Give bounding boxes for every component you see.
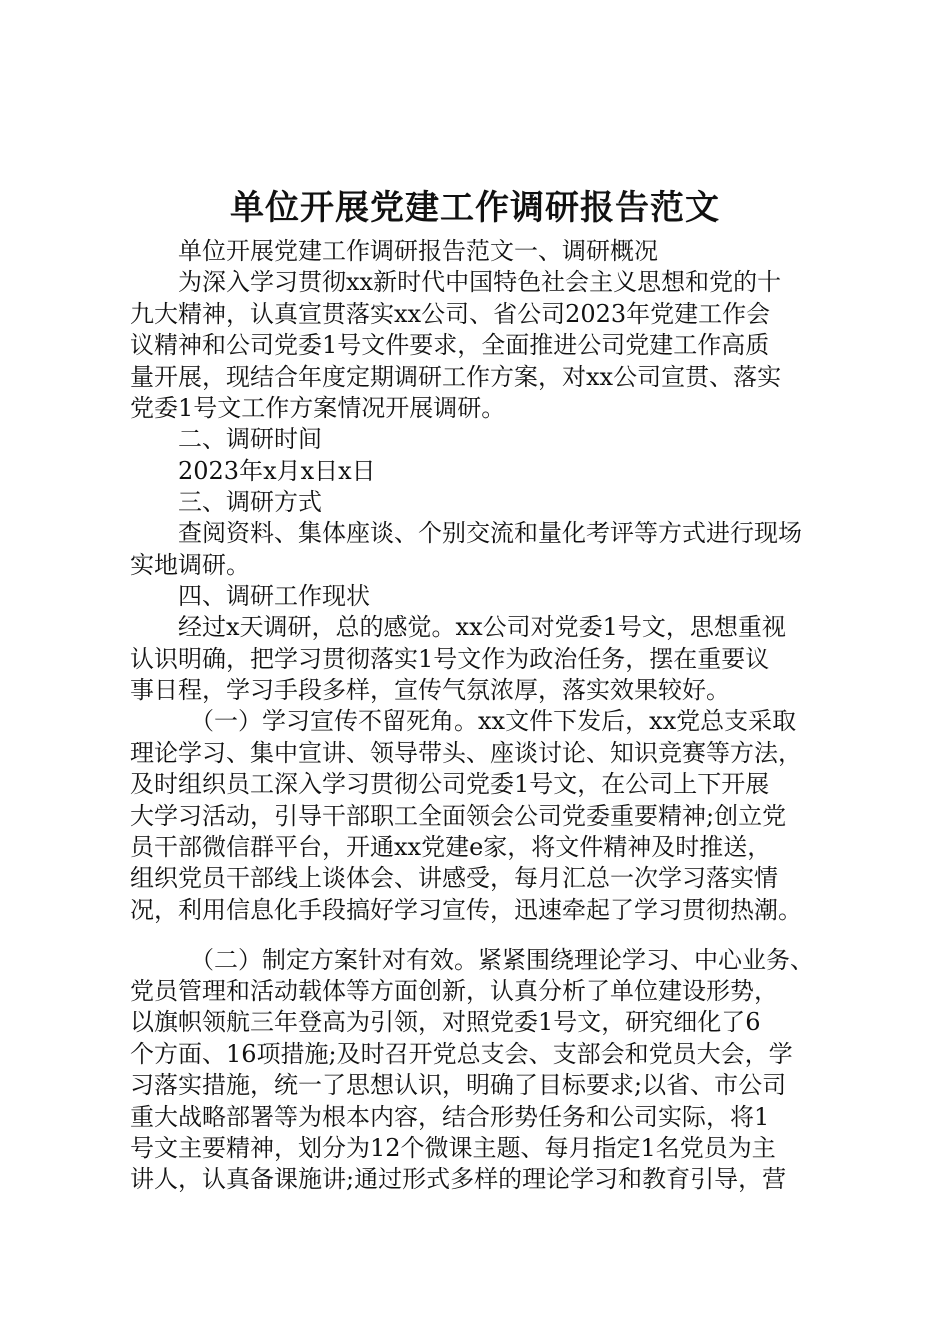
paragraph-line: 理论学习、集中宣讲、领导带头、座谈讨论、知识竞赛等方法， (130, 739, 802, 767)
paragraph-line: 量开展，现结合年度定期调研工作方案，对xx公司宣贯、落实 (130, 363, 782, 391)
paragraph-line: 九大精神，认真宣贯落实xx公司、省公司2023年党建工作会 (130, 300, 771, 328)
paragraph-line: 实地调研。 (130, 551, 250, 579)
paragraph-line: 议精神和公司党委1号文件要求，全面推进公司党建工作高质 (130, 331, 770, 359)
document-title: 单位开展党建工作调研报告范文 (230, 188, 720, 228)
paragraph-line: 重大战略部署等为根本内容，结合形势任务和公司实际，将1 (130, 1103, 770, 1131)
paragraph-line: 单位开展党建工作调研报告范文一、调研概况 (178, 237, 658, 265)
paragraph-line: 为深入学习贯彻xx新时代中国特色社会主义思想和党的十 (178, 268, 782, 296)
paragraph-line: 讲人，认真备课施讲;通过形式多样的理论学习和教育引导，营 (130, 1165, 787, 1193)
paragraph-line: 2023年x月x日x日 (178, 457, 376, 485)
paragraph-line: 认识明确，把学习贯彻落实1号文作为政治任务，摆在重要议 (130, 645, 770, 673)
paragraph-line: 况，利用信息化手段搞好学习宣传，迅速牵起了学习贯彻热潮。 (130, 896, 802, 924)
paragraph-line: 大学习活动，引导干部职工全面领会公司党委重要精神;创立党 (130, 802, 787, 830)
paragraph-line: 个方面、16项措施;及时召开党总支会、支部会和党员大会，学 (130, 1040, 793, 1068)
paragraph-line: 习落实措施，统一了思想认识，明确了目标要求;以省、市公司 (130, 1071, 787, 1099)
paragraph-line: （二）制定方案针对有效。紧紧围绕理论学习、中心业务、 (190, 946, 814, 974)
paragraph-line: 党员管理和活动载体等方面创新，认真分析了单位建设形势， (130, 977, 778, 1005)
paragraph-line: 组织党员干部线上谈体会、讲感受，每月汇总一次学习落实情 (130, 864, 778, 892)
paragraph-line: 事日程，学习手段多样，宣传气氛浓厚，落实效果较好。 (130, 676, 730, 704)
section-heading: 二、调研时间 (178, 425, 322, 453)
paragraph-line: 以旗帜领航三年登高为引领，对照党委1号文，研究细化了6 (130, 1008, 761, 1036)
section-heading: 四、调研工作现状 (178, 582, 370, 610)
section-heading: 三、调研方式 (178, 488, 322, 516)
paragraph-line: 号文主要精神，划分为12个微课主题、每月指定1名党员为主 (130, 1134, 776, 1162)
paragraph-line: 员干部微信群平台，开通xx党建e家，将文件精神及时推送， (130, 833, 772, 861)
paragraph-line: （一）学习宣传不留死角。xx文件下发后，xx党总支采取 (190, 707, 797, 735)
paragraph-line: 党委1号文工作方案情况开展调研。 (130, 394, 506, 422)
paragraph-line: 经过x天调研，总的感觉。xx公司对党委1号文，思想重视 (178, 613, 786, 641)
paragraph-line: 查阅资料、集体座谈、个别交流和量化考评等方式进行现场 (178, 519, 802, 547)
paragraph-line: 及时组织员工深入学习贯彻公司党委1号文，在公司上下开展 (130, 770, 770, 798)
